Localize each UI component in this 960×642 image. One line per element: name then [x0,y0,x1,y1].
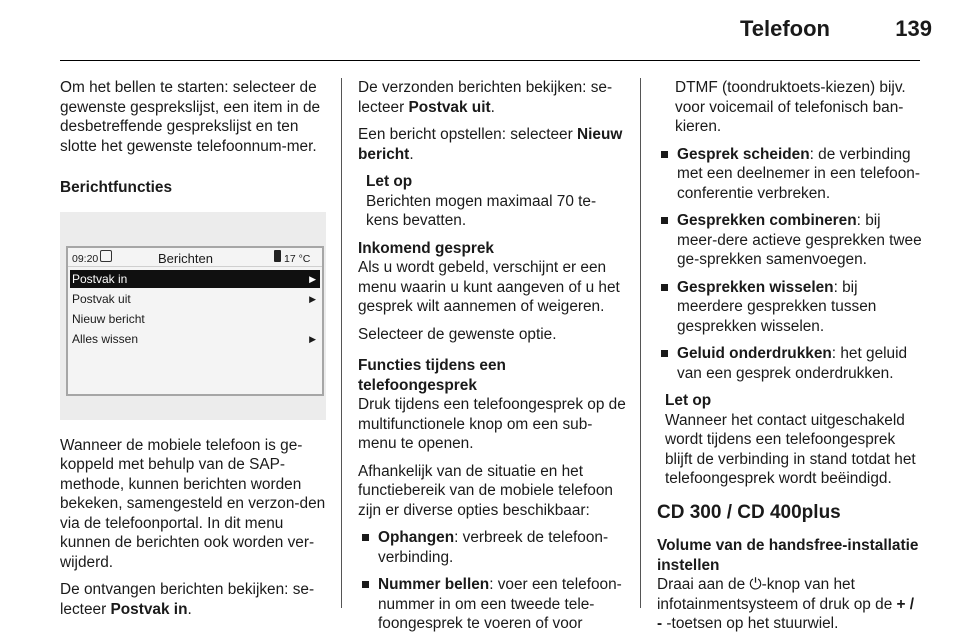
display-screen [66,246,324,396]
column-2 [358,78,626,642]
bullet-icon [661,217,668,224]
bullet-icon [661,151,668,158]
menu-item-postvak-uit[interactable]: Postvak uit ▶ [72,291,316,306]
note-text: Wanneer het contact uitgeschakeld wordt tijdens een telefoongesprek blijft de verbinding in stand totdat het telefoongesprek wordt beëindigd. [665,411,916,487]
phone-icon [100,250,112,262]
screen-title: Berichten [158,250,213,266]
column-1 [60,78,326,627]
chevron-right-icon: ▶ [309,333,316,344]
note-box [358,172,626,231]
screen-status-bar [68,248,322,267]
column-divider [640,78,641,608]
paragraph: Druk tijdens een telefoongesprek op de multifunctionele knop om een sub-menu te openen. [358,396,626,452]
bullet-icon [362,534,369,541]
paragraph: DTMF (toondruktoets-kiezen) bijv. voor voicemail of telefonisch ban-kieren. [675,79,906,135]
list-item: Ophangen: verbreek de telefoon-verbinding. [358,528,626,567]
chevron-right-icon: ▶ [309,273,316,284]
note-title: Let op [665,392,712,409]
paragraph: Selecteer de gewenste optie. [358,325,557,343]
thermometer-icon [274,250,281,262]
section-title: CD 300 / CD 400plus [657,501,841,523]
page-number: 139 [895,16,932,41]
menu-item-nieuw-bericht[interactable]: Nieuw bericht [72,311,145,326]
paragraph: Een bericht opstellen: selecteer Nieuw bericht. [358,126,623,163]
heading-inkomend-gesprek: Inkomend gesprek [358,239,494,257]
paragraph: De ontvangen berichten bekijken: se-lecteer Postvak in. [60,581,315,618]
header-rule [60,60,920,61]
list-item: Gesprekken combineren: bij meer-dere actieve gesprekken twee ge-sprekken samenvoegen. [657,211,923,270]
heading-volume: Volume van de handsfree-installatie instellen [657,537,919,574]
power-icon: ⏻ [749,576,762,593]
screen-time: 09:20 [72,252,99,265]
list-item: Geluid onderdrukken: het geluid van een gesprek onderdrukken. [657,344,923,383]
bullet-icon [362,581,369,588]
heading-berichtfuncties: Berichtfuncties [60,179,173,196]
menu-item-alles-wissen[interactable]: Alles wissen ▶ [72,331,316,346]
options-list [657,145,923,384]
column-3 [657,78,923,642]
bullet-icon [661,284,668,291]
list-item: Gesprek scheiden: de verbinding met een deelnemer in een telefoon-conferentie verbreken. [657,145,923,204]
list-item: Nummer bellen: voer een telefoon-nummer in om een tweede tele-foongesprek te voeren of voor [358,575,626,634]
menu-item-postvak-in[interactable]: Postvak in ▶ [70,270,320,288]
note-text: Berichten mogen maximaal 70 te-kens bevatten. [366,192,597,229]
chevron-right-icon: ▶ [309,293,316,304]
list-item: Gesprekken wisselen: bij meerdere gesprekken tussen gesprekken wisselen. [657,278,923,337]
note-box [657,391,923,489]
paragraph: Wanneer de mobiele telefoon is ge-koppeld met behulp van de SAP-methode, kunnen berichten worden bekeken, samengesteld en verzon-den via de telefoonportal. In dit menu kunnen de berichten ook worden ver-wijderd. [60,436,326,571]
screen-figure [60,212,326,420]
header-title: Telefoon [739,16,830,41]
paragraph: De verzonden berichten bekijken: se-lecteer Postvak uit. [358,79,613,116]
bullet-icon [661,350,668,357]
paragraph: Afhankelijk van de situatie en het functiebereik van de mobiele telefoon zijn er diverse opties beschikbaar: [358,462,613,519]
note-title: Let op [366,173,413,190]
column-divider [341,78,342,608]
heading-functies: Functies tijdens een telefoongesprek [358,357,506,394]
paragraph: Als u wordt gebeld, verschijnt er een menu waarin u kunt aangeven of u het gesprek wilt aannemen of weigeren. [358,259,620,315]
screen-temperature: 17 °C [284,252,311,265]
options-list [358,528,626,634]
paragraph: Draai aan de ⏻-knop van het infotainmentsysteem of druk op de + / - -toetsen op het stuurwiel. [657,576,915,632]
paragraph: Om het bellen te starten: selecteer de gewenste gesprekslijst, een item in de desbetreffende gesprekslijst en ten slotte het gewenste telefoonnum-mer. [60,79,321,155]
